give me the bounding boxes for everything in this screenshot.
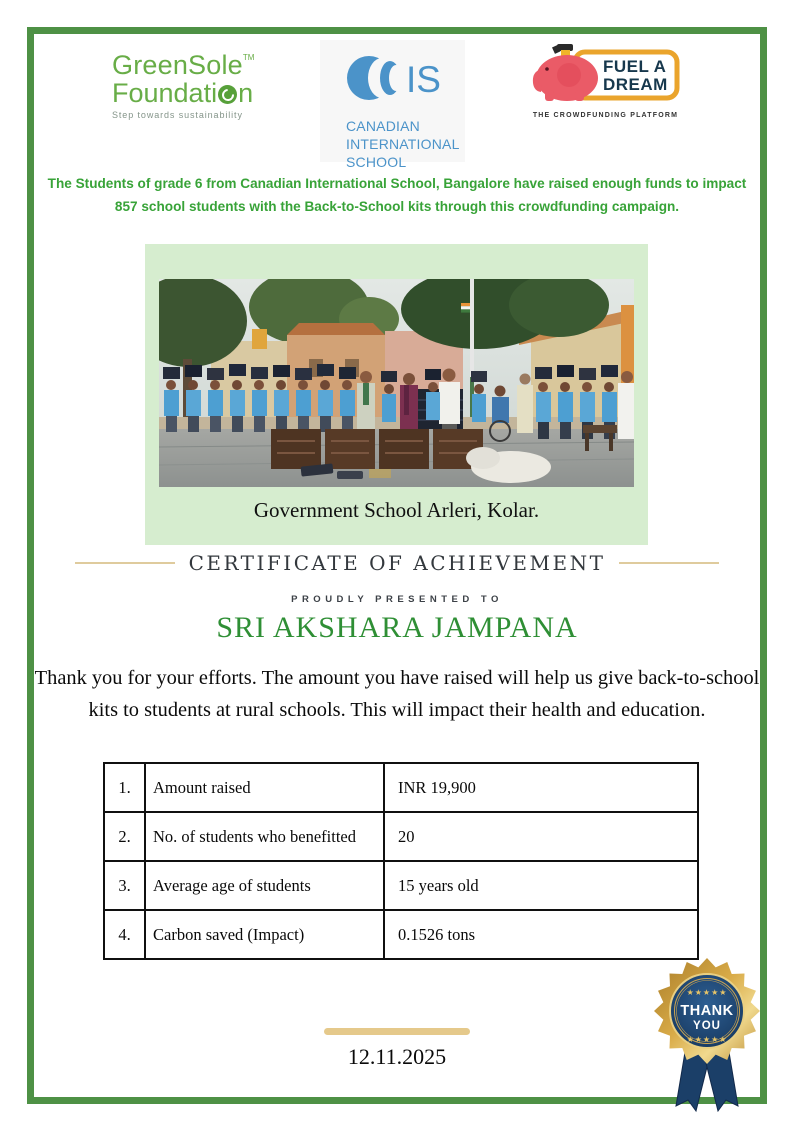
badge-thank-text: THANK — [680, 1003, 734, 1019]
certificate-title: CERTIFICATE OF ACHIEVEMENT — [188, 551, 606, 575]
stats-table — [103, 762, 699, 960]
row-label: Amount raised — [145, 763, 384, 812]
school-photo — [159, 279, 634, 487]
row-number: 4. — [104, 910, 145, 959]
greensole-foundation-logo — [112, 52, 272, 120]
fueladream-title-line1: FUEL A — [602, 57, 666, 76]
row-number: 2. — [104, 812, 145, 861]
greensole-tagline: Step towards sustainability — [112, 110, 243, 120]
foundation-text-pre: Foundati — [112, 78, 218, 108]
row-value: 20 — [384, 812, 698, 861]
cis-monogram-icon — [346, 52, 461, 106]
cis-line-school: SCHOOL — [346, 154, 407, 171]
row-value: 0.1526 tons — [384, 910, 698, 959]
date-text: 12.11.2025 — [347, 1044, 447, 1069]
greensole-name-text: GreenSole — [112, 50, 243, 80]
greensole-foundation-word — [112, 80, 272, 107]
certificate-message: Thank you for your efforts. The amount you have raised will help us give back-to-school kits to students at rural schools. This will impact their health and education. — [34, 667, 760, 721]
photo-caption: Government School Arleri, Kolar. — [253, 498, 540, 522]
cis-line-canadian: CANADIAN — [346, 118, 420, 134]
row-label: Carbon saved (Impact) — [145, 910, 384, 959]
fueladream-logo — [528, 42, 683, 119]
fueladream-title-line2: DREAM — [602, 75, 668, 94]
row-label: Average age of students — [145, 861, 384, 910]
badge-bottom-stars: ★★★★★ — [686, 1035, 728, 1044]
row-value: 15 years old — [384, 861, 698, 910]
recipient-name: SRI AKSHARA JAMPANA — [216, 611, 578, 644]
presented-label: PROUDLY PRESENTED TO — [291, 594, 503, 605]
row-number: 3. — [104, 861, 145, 910]
cis-line-international: INTERNATIONAL — [346, 136, 460, 153]
badge-top-stars: ★★★★★ — [686, 988, 728, 997]
date-rule — [324, 1028, 470, 1035]
cis-wordmark — [346, 117, 465, 172]
title-rule-right — [619, 562, 719, 564]
row-number: 1. — [104, 763, 145, 812]
certificate-title-row — [0, 551, 794, 575]
photo-block — [145, 244, 648, 545]
title-rule-left — [75, 562, 175, 564]
row-value: INR 19,900 — [384, 763, 698, 812]
table-row — [104, 763, 698, 812]
foundation-text-post: n — [238, 78, 254, 108]
fueladream-elephant-icon — [531, 42, 681, 104]
cis-monogram-text: IS — [406, 59, 441, 100]
table-row — [104, 910, 698, 959]
recycle-shoe-icon — [218, 85, 237, 104]
thank-you-badge — [648, 958, 766, 1116]
row-label: No. of students who benefitted — [145, 812, 384, 861]
cis-logo — [320, 40, 465, 171]
intro-paragraph: The Students of grade 6 from Canadian International School, Bangalore have raised enough funds to impact 857 school students with the Back-to-School kits through this crowdfunding campaign. — [47, 176, 747, 215]
trademark-symbol: TM — [242, 53, 255, 62]
greensole-name — [112, 52, 272, 79]
table-row — [104, 861, 698, 910]
fueladream-tagline: THE CROWDFUNDING PLATFORM — [532, 112, 679, 119]
photo-students-left — [163, 364, 356, 432]
table-row — [104, 812, 698, 861]
badge-you-text: YOU — [693, 1020, 721, 1032]
